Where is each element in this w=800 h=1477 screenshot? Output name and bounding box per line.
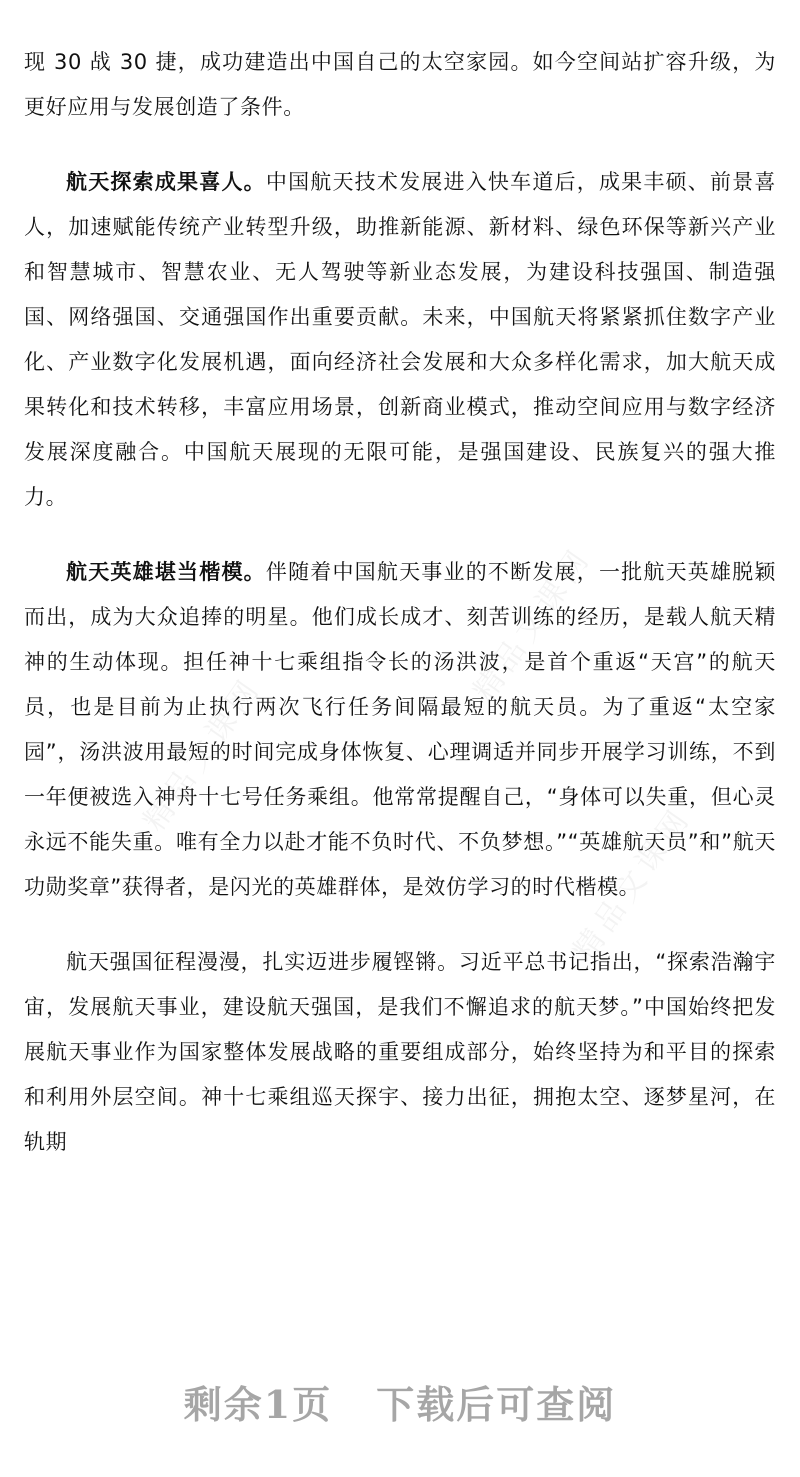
paragraph-text: 现 30 战 30 捷，成功建造出中国自己的太空家园。如今空间站扩容升级，为更好应用与发展创造了条件。 <box>24 50 776 119</box>
download-to-view-label[interactable]: 下载后可查阅 <box>376 1382 617 1427</box>
download-prompt[interactable] <box>0 1374 800 1429</box>
article-body <box>24 40 776 1165</box>
paragraph-4 <box>24 940 776 1165</box>
remaining-pages-label: 剩余1页 <box>183 1382 333 1427</box>
paragraph-2 <box>24 160 776 520</box>
watermark: 精品文课网 <box>136 670 269 838</box>
paragraph-gap <box>24 130 776 160</box>
paragraph-text: 中国航天技术发展进入快车道后，成果丰硕、前景喜人，加速赋能传统产业转型升级，助推新能源、新材料、绿色环保等新兴产业和智慧城市、智慧农业、无人驾驶等新业态发展，为建设科技强国、制造强国、网络强国、交通强国作出重要贡献。未来，中国航天将紧紧抓住数字产业化、产业数字化发展机遇，面向经济社会发展和大众多样化需求，加大航天成果转化和技术转移，丰富应用场景，创新商业模式，推动空间应用与数字经济发展深度融合。中国航天展现的无限可能，是强国建设、民族复兴的强大推力。 <box>24 170 776 509</box>
paragraph-gap <box>24 910 776 940</box>
paragraph-3 <box>24 550 776 910</box>
watermark: 精品文课网 <box>466 540 599 708</box>
paragraph-gap <box>24 520 776 550</box>
paragraph-text: 伴随着中国航天事业的不断发展，一批航天英雄脱颖而出，成为大众追捧的明星。他们成长成才、刻苦训练的经历，是载人航天精神的生动体现。担任神十七乘组指令长的汤洪波，是首个重返“天宫”的航天员，也是目前为止执行两次飞行任务间隔最短的航天员。为了重返“太空家园”，汤洪波用最短的时间完成身体恢复、心理调适并同步开展学习训练，不到一年便被选入神舟十七号任务乘组。他常常提醒自己，“身体可以失重，但心灵永远不能失重。唯有全力以赴才能不负时代、不负梦想。”“英雄航天员”和”航天功勋奖章”获得者，是闪光的英雄群体，是效仿学习的时代楷模。 <box>24 560 776 899</box>
paragraph-lead-heading: 航天英雄堪当楷模。 <box>66 560 266 584</box>
paragraph-1 <box>24 40 776 130</box>
paragraph-text: 航天强国征程漫漫，扎实迈进步履铿锵。习近平总书记指出，“探索浩瀚宇宙，发展航天事业，建设航天强国，是我们不懈追求的航天梦。”中国始终把发展航天事业作为国家整体发展战略的重要组成部分，始终坚持为和平目的探索和利用外层空间。神十七乘组巡天探宇、接力出征，拥抱太空、逐梦星河，在轨期 <box>24 950 776 1154</box>
watermark: 精品文课网 <box>566 800 699 968</box>
paragraph-lead-heading: 航天探索成果喜人。 <box>66 170 266 194</box>
